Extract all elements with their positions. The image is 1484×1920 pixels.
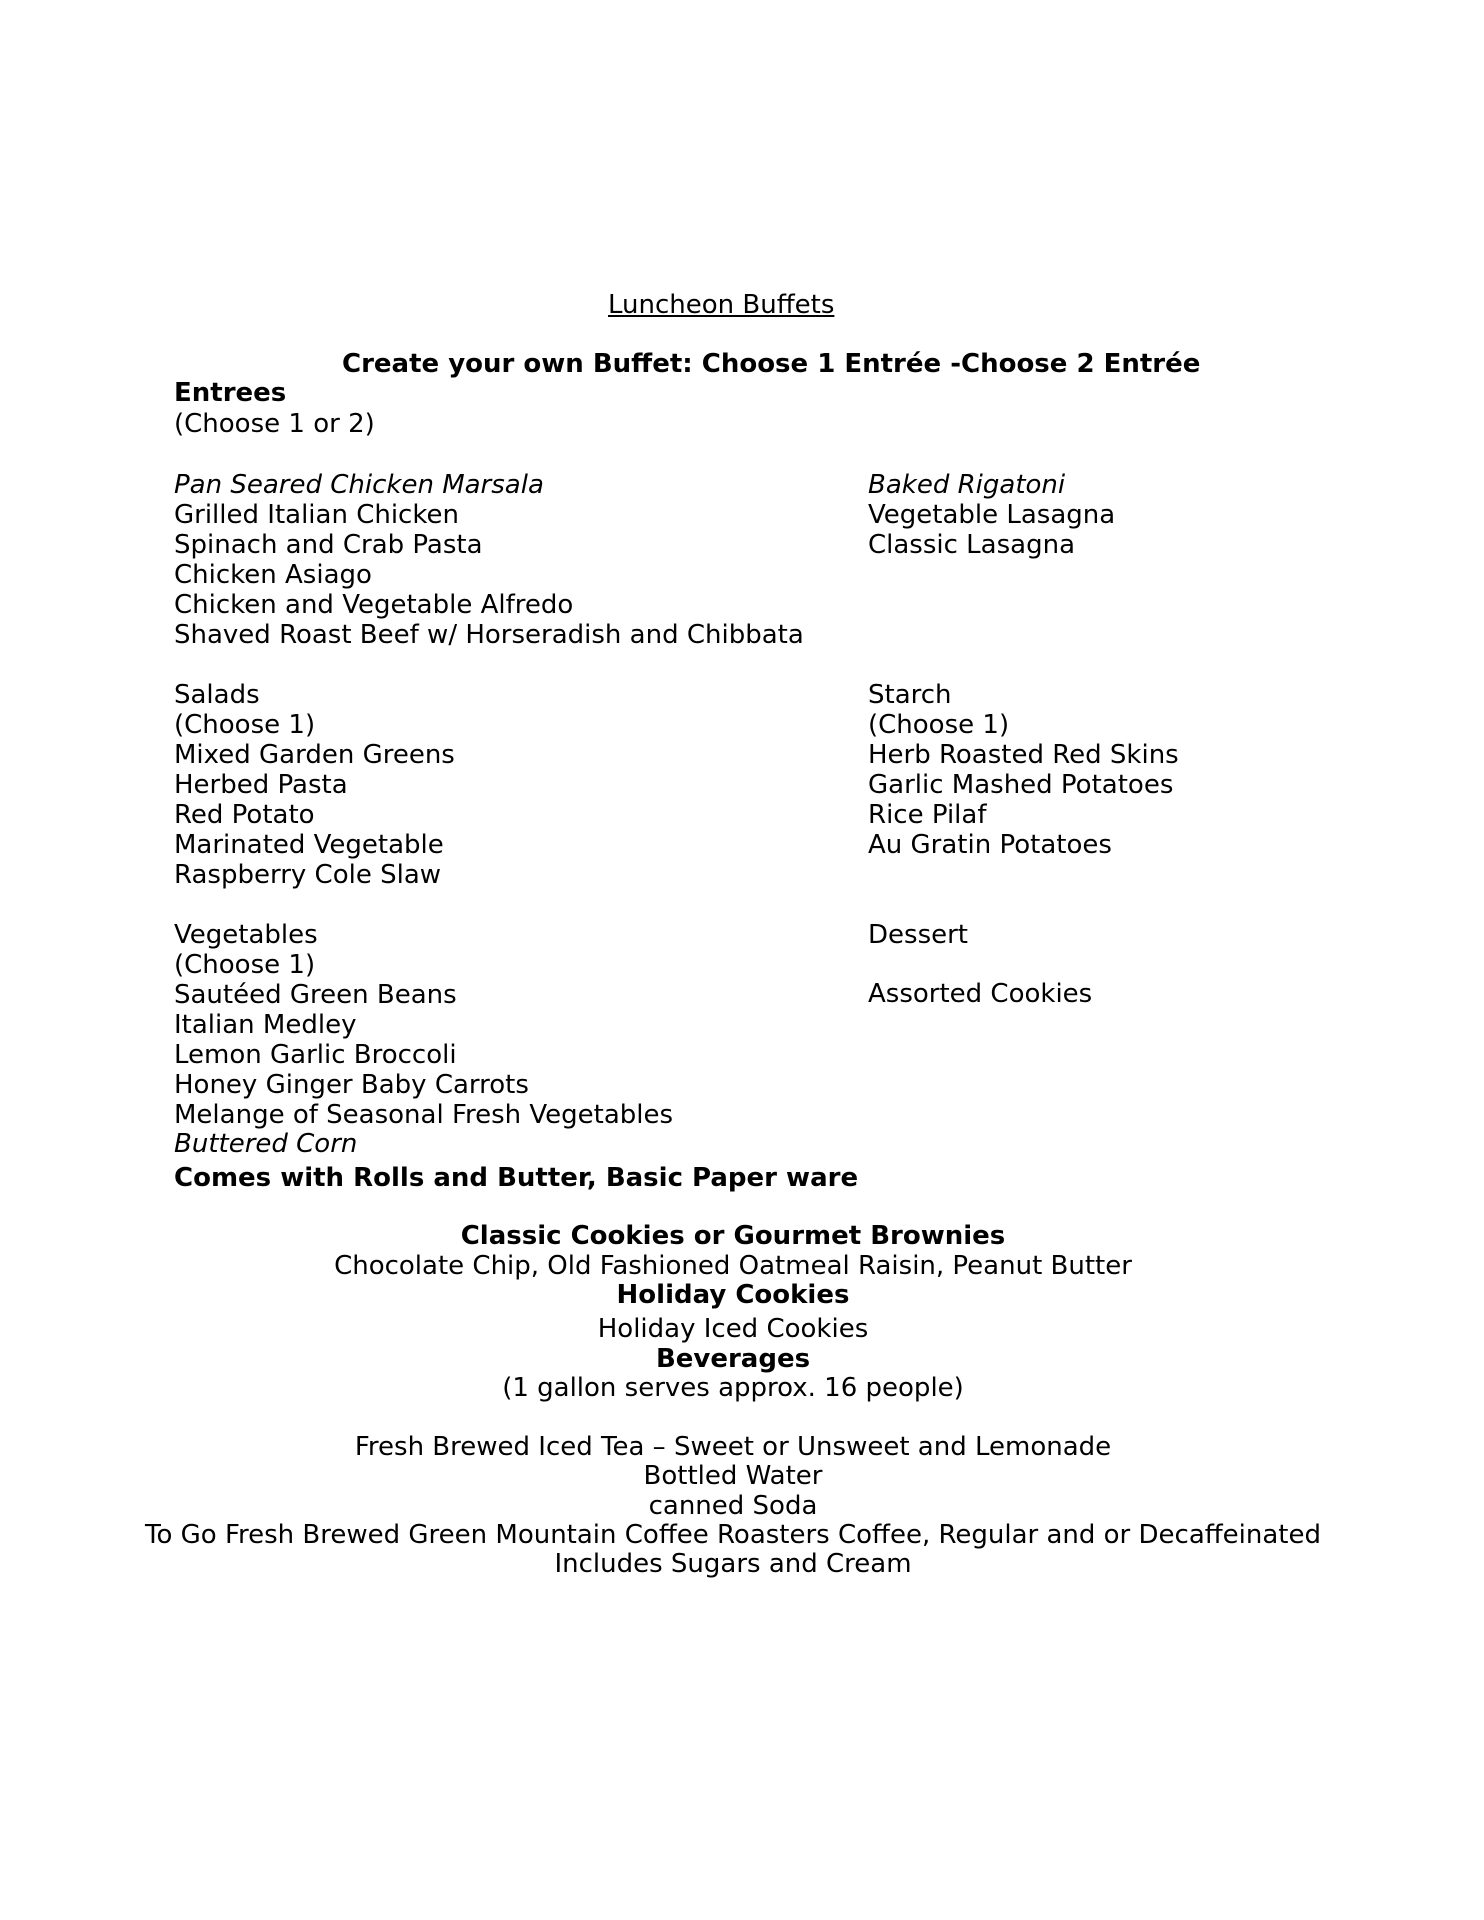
buffet-subtitle: Create your own Buffet: Choose 1 Entrée -Choose 2 Entrée (342, 349, 1201, 379)
list-item: Garlic Mashed Potatoes (868, 770, 1174, 800)
list-item: Au Gratin Potatoes (868, 830, 1112, 860)
beverage-water: Bottled Water (643, 1461, 823, 1491)
salads-choose: (Choose 1) (174, 710, 316, 740)
dessert-item: Assorted Cookies (868, 979, 1093, 1009)
beverage-soda: canned Soda (648, 1491, 818, 1521)
list-item: Honey Ginger Baby Carrots (174, 1070, 529, 1100)
starch-section (868, 680, 1179, 860)
page-title: Luncheon Buffets (608, 290, 835, 320)
list-item: Vegetable Lasagna (868, 500, 1116, 530)
list-item: Spinach and Crab Pasta (174, 530, 483, 560)
list-item: Sautéed Green Beans (174, 980, 457, 1010)
list-item: Rice Pilaf (868, 800, 987, 830)
dessert-title: Dessert (868, 920, 968, 950)
list-item: Baked Rigatoni (868, 470, 1066, 500)
beverage-coffee-note: Includes Sugars and Cream (554, 1549, 912, 1579)
cookies-flavors: Chocolate Chip, Old Fashioned Oatmeal Raisin, Peanut Butter (334, 1251, 1132, 1281)
list-item: Lemon Garlic Broccoli (174, 1040, 457, 1070)
list-item: Red Potato (174, 800, 315, 830)
list-item: Herb Roasted Red Skins (868, 740, 1179, 770)
vegetables-section (174, 920, 673, 1130)
list-item: Mixed Garden Greens (174, 740, 455, 770)
entrees-title: Entrees (174, 378, 287, 408)
list-item: Classic Lasagna (868, 530, 1075, 560)
list-item: Herbed Pasta (174, 770, 348, 800)
holiday-cookies-item: Holiday Iced Cookies (597, 1314, 869, 1344)
list-item: Grilled Italian Chicken (174, 500, 459, 530)
list-item: Chicken Asiago (174, 560, 372, 590)
beverages-title: Beverages (655, 1344, 811, 1374)
vegetables-title: Vegetables (174, 920, 318, 950)
vegetables-last-item: Buttered Corn (174, 1129, 358, 1159)
list-item: Melange of Seasonal Fresh Vegetables (174, 1100, 674, 1130)
beverage-tea: Fresh Brewed Iced Tea – Sweet or Unsweet and Lemonade (354, 1432, 1112, 1462)
list-item: Raspberry Cole Slaw (174, 860, 442, 890)
list-item: Italian Medley (174, 1010, 357, 1040)
list-item: Marinated Vegetable (174, 830, 444, 860)
entrees-choose: (Choose 1 or 2) (174, 409, 375, 439)
list-item: Chicken and Vegetable Alfredo (174, 590, 574, 620)
includes-note: Comes with Rolls and Butter, Basic Paper ware (174, 1163, 859, 1193)
entrees-left-list (174, 470, 804, 650)
holiday-cookies-title: Holiday Cookies (616, 1280, 850, 1310)
cookies-title: Classic Cookies or Gourmet Brownies (460, 1221, 1006, 1251)
entrees-right-list (868, 470, 1115, 560)
vegetables-choose: (Choose 1) (174, 950, 316, 980)
list-item: Shaved Roast Beef w/ Horseradish and Chibbata (174, 620, 804, 650)
starch-title: Starch (868, 680, 952, 710)
beverage-coffee: To Go Fresh Brewed Green Mountain Coffee Roasters Coffee, Regular and or Decaffeinated (144, 1520, 1321, 1550)
salads-section (174, 680, 455, 890)
starch-choose: (Choose 1) (868, 710, 1010, 740)
list-item: Pan Seared Chicken Marsala (174, 470, 544, 500)
salads-title: Salads (174, 680, 260, 710)
beverages-note: (1 gallon serves approx. 16 people) (502, 1373, 964, 1403)
